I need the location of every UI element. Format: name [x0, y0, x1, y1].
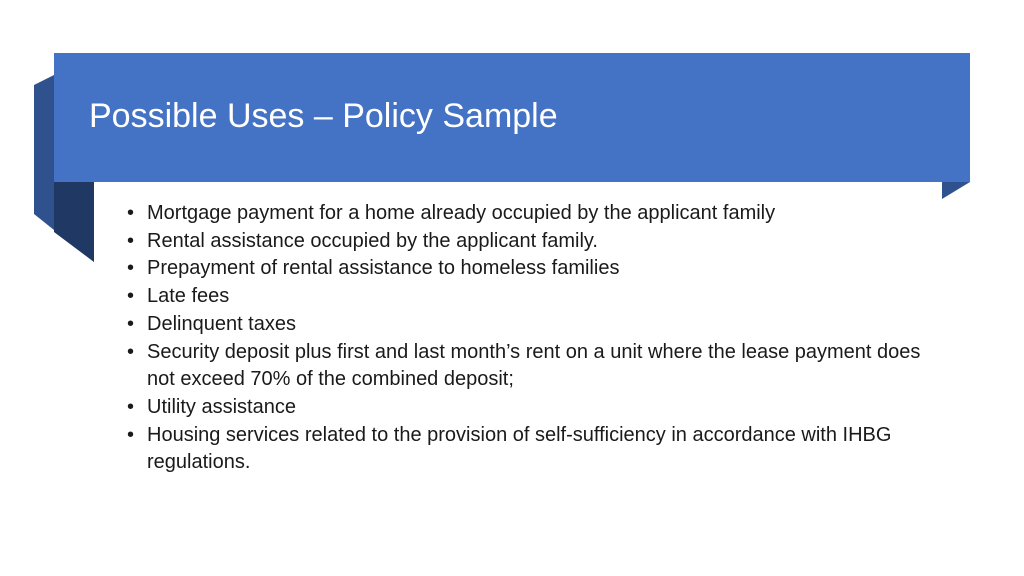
- bullet-icon: •: [127, 312, 135, 335]
- bullet-item: [127, 311, 927, 339]
- bullet-item: [127, 339, 927, 394]
- bullet-item: [127, 422, 927, 477]
- bullet-icon: •: [127, 423, 135, 446]
- bullet-icon: •: [127, 257, 135, 280]
- right-fold-shape: [942, 182, 970, 199]
- bullet-list: [127, 200, 927, 477]
- bullet-item: [127, 283, 927, 311]
- bullet-text: Housing services related to the provision of self-sufficiency in accordance with IHBG regulations.: [147, 423, 892, 474]
- bullet-item: [127, 200, 927, 228]
- bullet-text: Security deposit plus first and last month’s rent on a unit where the lease payment does not exceed 70% of the combined deposit;: [147, 340, 921, 391]
- bullet-item: [127, 255, 927, 283]
- bullet-text: Late fees: [147, 285, 230, 308]
- slide-title: Possible Uses – Policy Sample: [89, 97, 558, 135]
- bullet-text: Prepayment of rental assistance to homeless families: [147, 257, 620, 280]
- bullet-text: Delinquent taxes: [147, 312, 296, 335]
- bullet-icon: •: [127, 340, 135, 363]
- left-fold-darker-shape: [54, 182, 94, 262]
- bullet-icon: •: [127, 229, 135, 252]
- bullet-item: [127, 394, 927, 422]
- bullet-item: [127, 228, 927, 256]
- bullet-text: Mortgage payment for a home already occupied by the applicant family: [147, 202, 776, 224]
- bullet-text: Rental assistance occupied by the applicant family.: [147, 229, 598, 252]
- bullet-icon: •: [127, 202, 135, 224]
- bullet-text: Utility assistance: [147, 395, 296, 418]
- bullet-icon: •: [127, 395, 135, 418]
- bullet-icon: •: [127, 285, 135, 308]
